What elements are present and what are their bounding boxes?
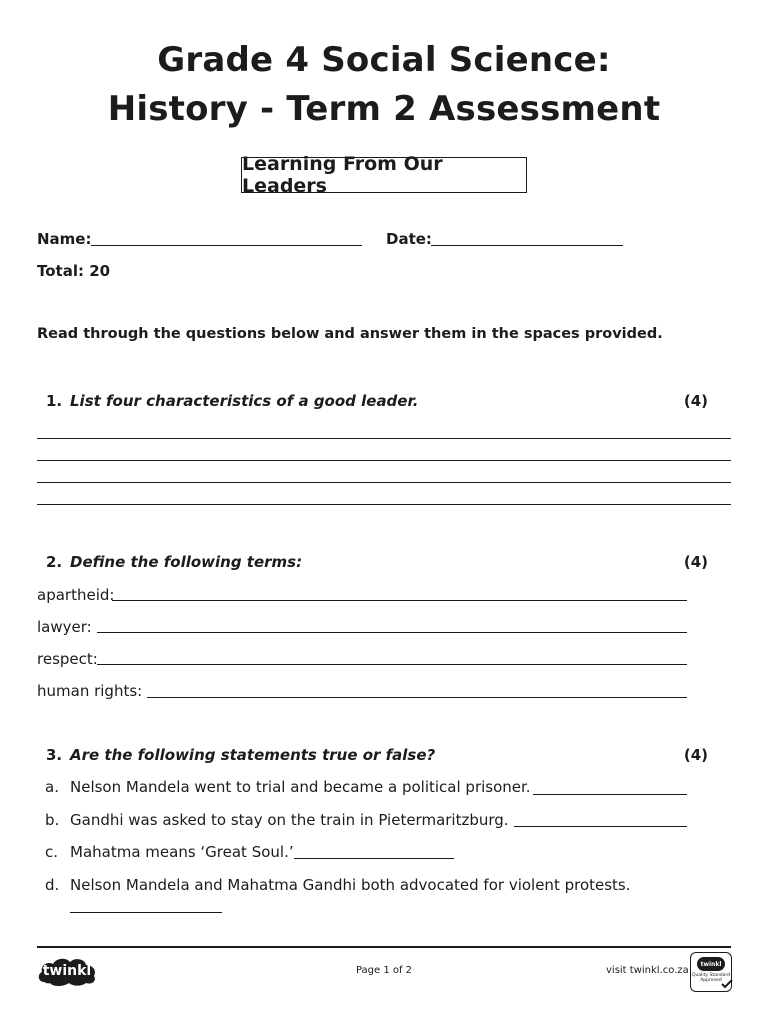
statement-b-text: Gandhi was asked to stay on the train in Pietermaritzburg. (70, 811, 509, 829)
question-2-text: Define the following terms: (70, 553, 303, 571)
question-1-marks: (4) (683, 392, 708, 410)
question-3-number: 3. (46, 746, 63, 764)
statement-d-letter: d. (45, 876, 60, 894)
statement-a-letter: a. (45, 778, 59, 796)
statement-a-answer[interactable] (533, 794, 687, 795)
instructions: Read through the questions below and answer them in the spaces provided. (37, 326, 663, 342)
term-respect: respect: (37, 650, 98, 668)
statement-c-letter: c. (45, 843, 59, 861)
name-field[interactable] (91, 245, 362, 246)
subtitle: Learning From Our Leaders (242, 153, 443, 197)
title-line-1: Grade 4 Social Science: (157, 40, 611, 80)
term-respect-field[interactable] (97, 664, 687, 665)
statement-c-text: Mahatma means ‘Great Soul.’ (70, 843, 294, 861)
total-label: Total: 20 (37, 262, 111, 280)
term-apartheid: apartheid: (37, 586, 115, 604)
question-1-number: 1. (46, 392, 63, 410)
name-label: Name: (37, 230, 92, 248)
question-1-text: List four characteristics of a good leader. (70, 392, 419, 410)
badge-text: Quality Standard Approved (692, 973, 730, 983)
page-number: Page 1 of 2 (355, 965, 413, 976)
statement-b-answer[interactable] (514, 826, 687, 827)
quality-badge (690, 952, 732, 992)
term-apartheid-field[interactable] (112, 600, 687, 601)
date-field[interactable] (431, 245, 623, 246)
question-3-text: Are the following statements true or false? (70, 746, 436, 764)
date-label: Date: (386, 230, 432, 248)
question-3-marks: (4) (683, 746, 708, 764)
term-human-rights-field[interactable] (147, 697, 687, 698)
check-icon (721, 979, 733, 989)
statement-c-answer[interactable] (294, 858, 454, 859)
page-title (0, 36, 768, 134)
statement-b-letter: b. (45, 811, 60, 829)
term-lawyer-field[interactable] (97, 632, 687, 633)
footer-divider (37, 946, 731, 948)
title-line-2: History - Term 2 Assessment (107, 89, 661, 129)
logo-text: twinkl (42, 963, 92, 979)
answer-line-4[interactable] (37, 504, 731, 505)
term-human-rights: human rights: (37, 682, 143, 700)
answer-line-3[interactable] (37, 482, 731, 483)
statement-a-text: Nelson Mandela went to trial and became a political prisoner. (70, 778, 531, 796)
answer-line-1[interactable] (37, 438, 731, 439)
badge-logo: twinkl (697, 957, 725, 971)
question-2-number: 2. (46, 553, 63, 571)
question-2-marks: (4) (683, 553, 708, 571)
answer-line-2[interactable] (37, 460, 731, 461)
statement-d-answer[interactable] (70, 912, 222, 913)
term-lawyer: lawyer: (37, 618, 92, 636)
subtitle-box (241, 153, 527, 197)
statement-d-text: Nelson Mandela and Mahatma Gandhi both advocated for violent protests. (70, 876, 631, 894)
site-link[interactable]: visit twinkl.co.za (606, 965, 689, 976)
